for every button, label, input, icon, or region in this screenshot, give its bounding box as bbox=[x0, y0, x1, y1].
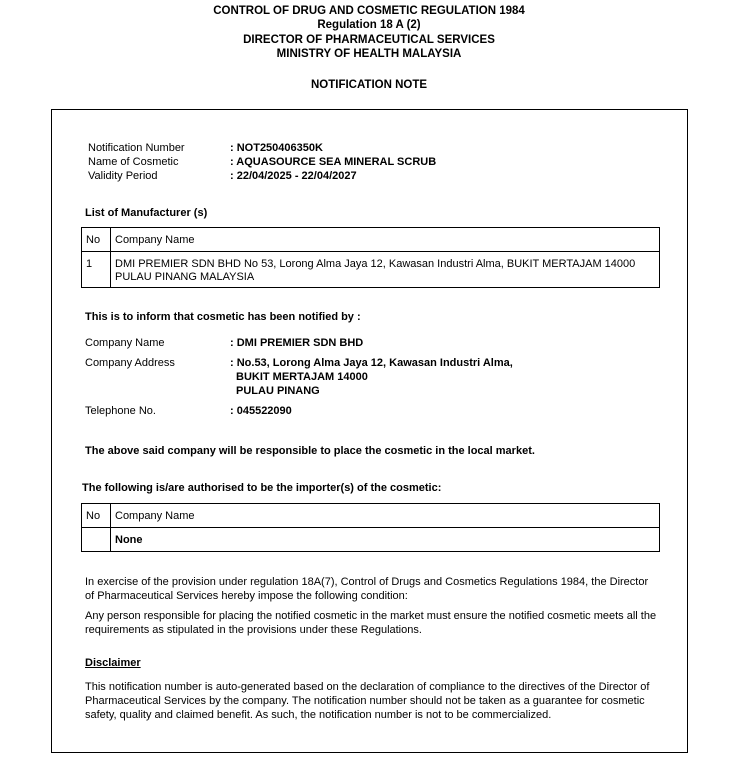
regulation-title: CONTROL OF DRUG AND COSMETIC REGULATION 1984 bbox=[213, 5, 525, 17]
manufacturer-row-no: 1 bbox=[82, 252, 111, 288]
importer-row-no bbox=[82, 528, 111, 552]
disclaimer-line3: safety, quality and claimed benefit. As such, the notification number is not to be commercialized. bbox=[85, 709, 552, 721]
table-row bbox=[82, 252, 660, 288]
ministry-title: MINISTRY OF HEALTH MALAYSIA bbox=[276, 48, 462, 60]
director-title: DIRECTOR OF PHARMACEUTICAL SERVICES bbox=[243, 34, 495, 46]
disclaimer-paragraph bbox=[85, 680, 660, 722]
provision-line1: In exercise of the provision under regulation 18A(7), Control of Drugs and Cosmetics Regulations 1984, the Director bbox=[85, 576, 649, 588]
manufacturer-address-line1: DMI PREMIER SDN BHD No 53, Lorong Alma Jaya 12, Kawasan Industri Alma, BUKIT MERTAJAM 14000 bbox=[115, 258, 636, 270]
disclaimer-line2: Pharmaceutical Services by the company. The notification number should not be taken as a guarantee for cosmetic bbox=[85, 695, 645, 707]
cosmetic-name-value: : AQUASOURCE SEA MINERAL SCRUB bbox=[230, 156, 437, 168]
condition-line2: requirements as stipulated in the provisions under these Regulations. bbox=[85, 624, 422, 636]
importer-col-no: No bbox=[82, 504, 111, 528]
manufacturer-address-line2: PULAU PINANG MALAYSIA bbox=[115, 271, 255, 283]
validity-period-label: Validity Period bbox=[88, 170, 158, 182]
provision-line2: of Pharmaceutical Services hereby impose the following condition: bbox=[85, 590, 408, 602]
company-address-line2: BUKIT MERTAJAM 14000 bbox=[236, 371, 368, 383]
manufacturer-table bbox=[81, 227, 660, 288]
table-row bbox=[82, 528, 660, 552]
company-name-value: : DMI PREMIER SDN BHD bbox=[230, 337, 364, 349]
disclaimer-title: Disclaimer bbox=[85, 657, 141, 669]
importer-table bbox=[81, 503, 660, 552]
manufacturer-row-company bbox=[111, 252, 660, 288]
notification-number-value: : NOT250406350K bbox=[230, 142, 323, 154]
disclaimer-line1: This notification number is auto-generated based on the declaration of compliance to the directives of the Director of bbox=[85, 681, 650, 693]
condition-paragraph bbox=[85, 609, 660, 637]
telephone-label: Telephone No. bbox=[85, 405, 156, 417]
manufacturer-list-title: List of Manufacturer (s) bbox=[85, 207, 208, 219]
cosmetic-name-label: Name of Cosmetic bbox=[88, 156, 179, 168]
importer-col-company: Company Name bbox=[111, 504, 660, 528]
notification-note-title: NOTIFICATION NOTE bbox=[310, 79, 428, 91]
notified-by-intro: This is to inform that cosmetic has been notified by : bbox=[85, 311, 361, 323]
responsibility-statement: The above said company will be responsible to place the cosmetic in the local market. bbox=[85, 445, 535, 457]
company-name-label: Company Name bbox=[85, 337, 165, 349]
company-address-line1: : No.53, Lorong Alma Jaya 12, Kawasan Industri Alma, bbox=[230, 357, 513, 369]
manufacturer-col-company: Company Name bbox=[111, 228, 660, 252]
notification-number-label: Notification Number bbox=[88, 142, 185, 154]
telephone-value: : 045522090 bbox=[230, 405, 292, 417]
condition-line1: Any person responsible for placing the notified cosmetic in the market must ensure the notified cosmetic meets all the bbox=[85, 610, 657, 622]
notification-box bbox=[51, 109, 688, 753]
manufacturer-col-no: No bbox=[82, 228, 111, 252]
importer-list-title: The following is/are authorised to be the importer(s) of the cosmetic: bbox=[82, 482, 442, 494]
regulation-number: Regulation 18 A (2) bbox=[317, 19, 421, 31]
company-address-line3: PULAU PINANG bbox=[236, 385, 320, 397]
company-address-label: Company Address bbox=[85, 357, 175, 369]
importer-row-company: None bbox=[111, 528, 660, 552]
provision-paragraph bbox=[85, 575, 660, 603]
validity-period-value: : 22/04/2025 - 22/04/2027 bbox=[230, 170, 357, 182]
